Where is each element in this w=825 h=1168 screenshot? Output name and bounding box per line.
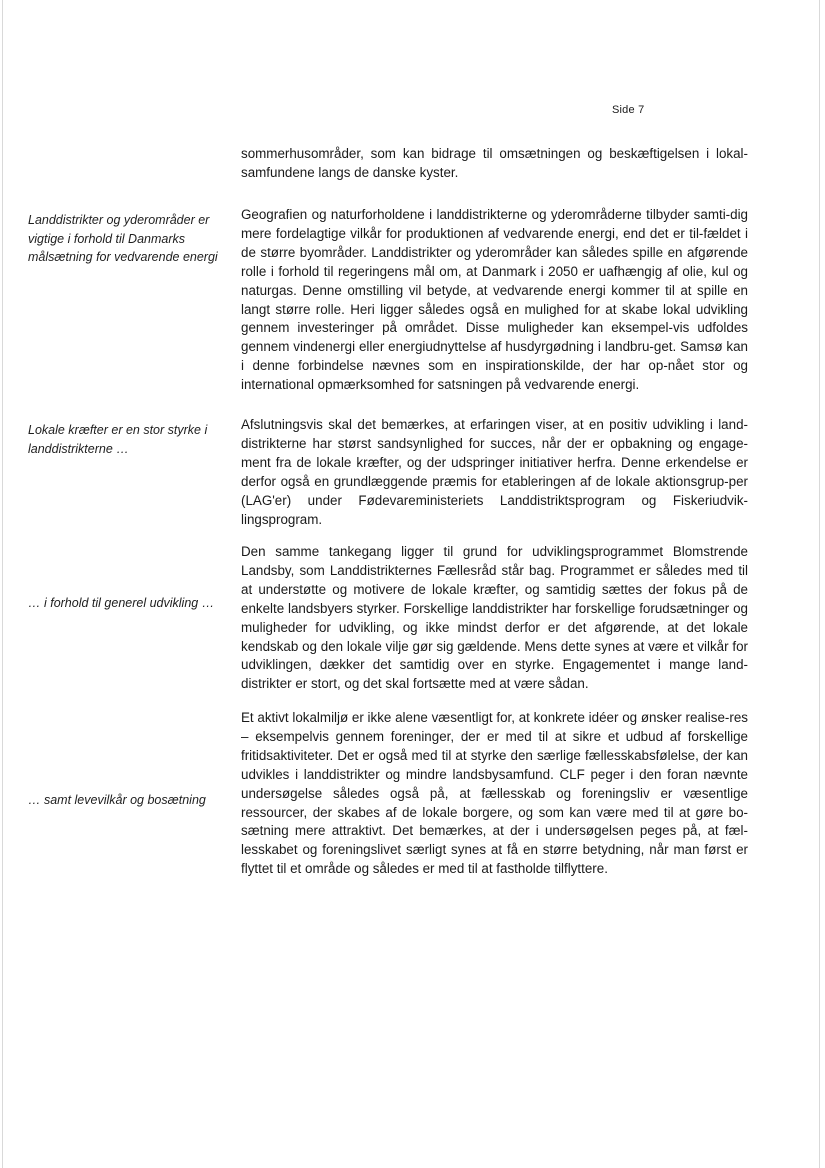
margin-note-general-development: … i forhold til generel udvikling … — [28, 596, 215, 610]
page-number: Side 7 — [612, 104, 645, 116]
paragraph-summer-house-areas: sommerhusområder, som kan bidrage til omsætningen og beskæftigelsen i lokal-samfundene langs de danske kyster. — [241, 146, 748, 180]
paragraph-local-forces: Afslutningsvis skal det bemærkes, at erfaringen viser, at en positiv udvikling i land-distrikterne har størst sandsynlighed for succes, når der er opbakning og engage-ment fra de lokale kræfter, og der udspringer initiativer herfra. Denne erkendelse er derfor også en grundlæggende præmis for etableringen af de lokale aktionsgrup-per (LAG'er) under Fødevareministeriets Landdistriktsprogram og Fiskeriudvik-lingsprogram. — [241, 417, 748, 527]
margin-note-renewable-energy: Landdistrikter og yderområder er vigtige i forhold til Danmarks målsætning for vedvarende energi — [28, 213, 218, 264]
scan-right-edge — [819, 0, 820, 1168]
paragraph-active-local-environment: Et aktivt lokalmiljø er ikke alene væsentligt for, at konkrete idéer og ønsker realise-res – eksempelvis gennem foreninger, der er med til at sikre et udbud af forskellige fritidsaktiviteter. Det er også med til at styrke den særlige fællesskabsfølelse, der kan udvikles i landdistrikter og mindre landsbysamfund. CLF peger i den foran nævnte undersøgelse således også på, at fællesskab og foreningsliv er væsentlige ressourcer, der skabes af de lokale borgere, og som kan være med til at gøre bo-sætning mere attraktivt. Det bemærkes, at der i undersøgelsen peges på, at fæl-lesskabet og foreningslivet særligt synes at få en større betydning, når man først er flyttet til et område og således er med til at fastholde tilflyttere. — [241, 710, 748, 877]
scan-left-edge — [2, 0, 3, 1168]
paragraph-renewable-energy: Geografien og naturforholdene i landdistrikterne og yderområderne tilbyder samti-dig mere fordelagtige vilkår for produktionen af vedvarende energi, end det er til-fældet i de større byområder. Landdistrikter og yderområder kan således spille en afgørende rolle i forhold til regeringens mål om, at Danmark i 2050 er uafhængig af olie, kul og naturgas. Denne omstilling vil betyde, at vedvarende energi kommer til at spille en langt større rolle. Heri ligger således også en mulighed for at skabe lokal udvikling gennem investeringer på området. Disse muligheder kan eksempel-vis udfoldes gennem vindenergi eller energiudnyttelse af husdyrgødning i landbru-get. Samsø kan i denne forbindelse nævnes som en inspirationskilde, der har op-nået stor og international opmærksomhed for satsningen på vedvarende energi. — [241, 207, 748, 393]
paragraph-blooming-village: Den samme tankegang ligger til grund for udviklingsprogrammet Blomstrende Landsby, som Landdistrikternes Fællesråd står bag. Programmet er således med til at understøtte og motivere de lokale kræfter, og samtidig sættes der fokus på de enkelte landsbyers styrker. Forskellige landdistrikter har forskellige forudsætninger og muligheder for udvikling, og ikke mindst derfor er det afgørende, at det lokale kendskab og den lokale vilje gør sig gældende. Mens dette synes at være et vilkår for udviklingen, dækker det samtidig over en styrke. Engagementet i mange land-distrikter er stort, og det skal fortsætte med at være sådan. — [241, 544, 748, 692]
margin-note-local-forces: Lokale kræfter er en stor styrke i landdistrikterne … — [28, 423, 208, 456]
margin-note-living-conditions: … samt levevilkår og bosætning — [28, 793, 206, 807]
